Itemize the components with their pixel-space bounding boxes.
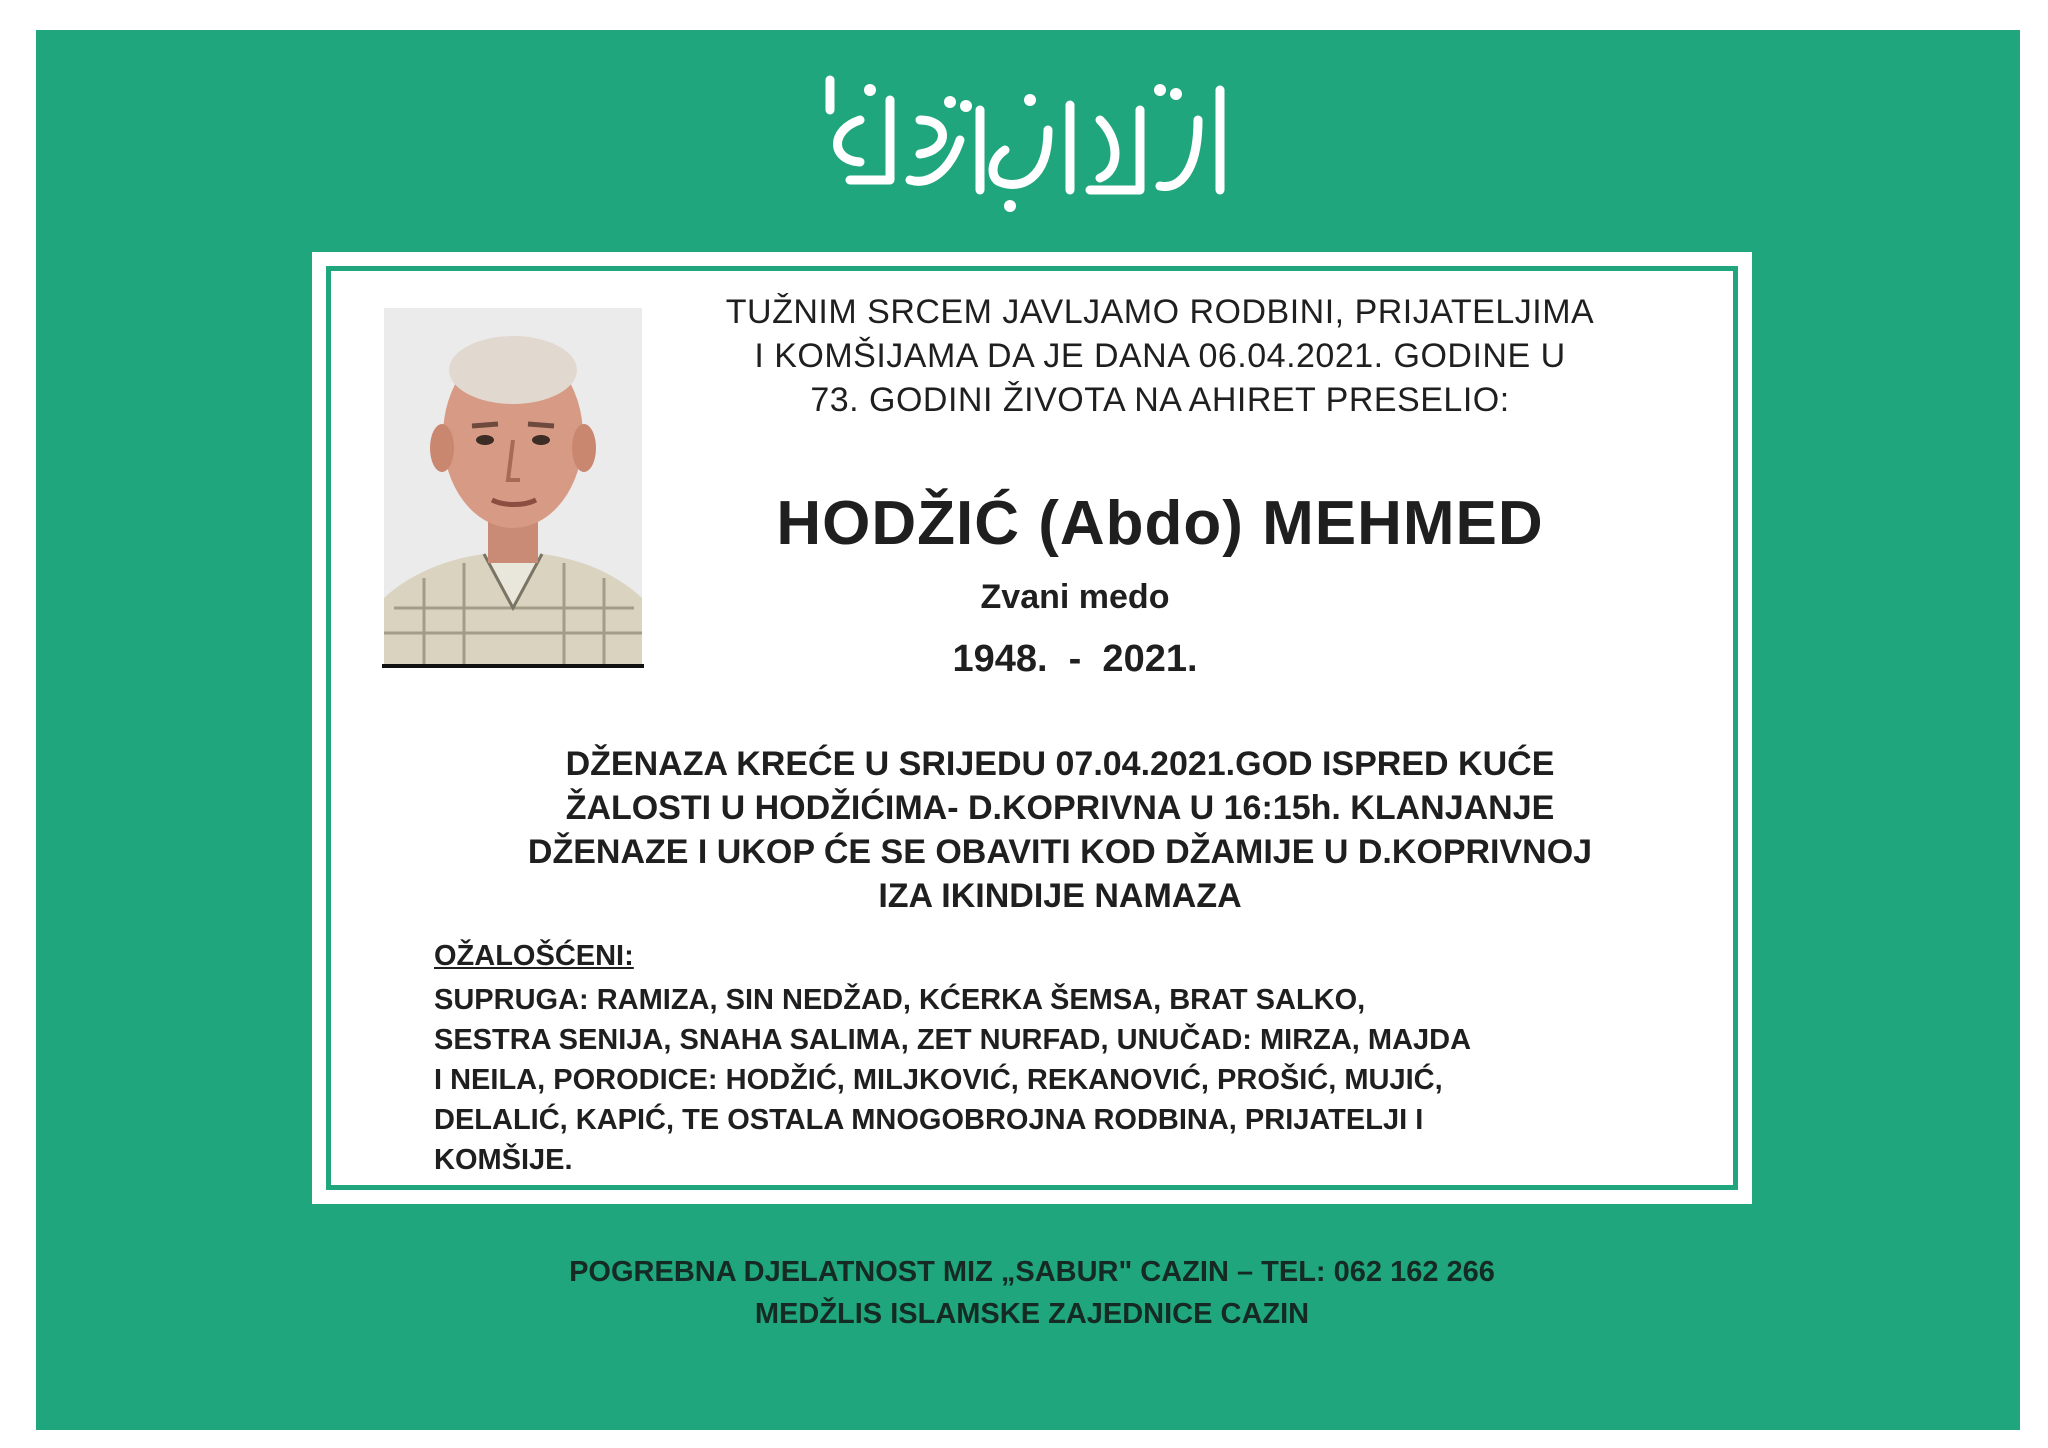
mourners-line-5: KOMŠIJE.	[434, 1144, 573, 1176]
footer-line-1: POGREBNA DJELATNOST MIZ „SABUR" CAZIN – TEL: 062 162 266	[569, 1256, 1495, 1288]
mourners-title: OŽALOŠĆENI:	[434, 940, 634, 972]
funeral-line-1: DŽENAZA KREĆE U SRIJEDU 07.04.2021.GOD ISPRED KUĆE	[565, 745, 1555, 783]
life-years: 1948. - 2021.	[952, 638, 1198, 680]
intro-line-1: TUŽNIM SRCEM JAVLJAMO RODBINI, PRIJATELJIMA	[725, 293, 1595, 331]
intro-line-3: 73. GODINI ŽIVOTA NA AHIRET PRESELIO:	[810, 381, 1510, 419]
mourners-line-1: SUPRUGA: RAMIZA, SIN NEDŽAD, KĆERKA ŠEMSA, BRAT SALKO,	[434, 984, 1366, 1016]
funeral-line-2: ŽALOSTI U HODŽIĆIMA- D.KOPRIVNA U 16:15h. KLANJANJE	[565, 789, 1555, 827]
mourners-line-4: DELALIĆ, KAPIĆ, TE OSTALA MNOGOBROJNA RODBINA, PRIJATELJI I	[434, 1104, 1424, 1136]
funeral-line-3: DŽENAZE I UKOP ĆE SE OBAVITI KOD DŽAMIJE U D.KOPRIVNOJ	[527, 833, 1593, 871]
deceased-name: HODŽIĆ (Abdo) MEHMED	[776, 489, 1544, 558]
mourners-line-2: SESTRA SENIJA, SNAHA SALIMA, ZET NURFAD, UNUČAD: MIRZA, MAJDA	[434, 1024, 1472, 1056]
intro-line-2: I KOMŠIJAMA DA JE DANA 06.04.2021. GODINE U	[754, 337, 1566, 375]
funeral-line-4: IZA IKINDIJE NAMAZA	[878, 877, 1242, 915]
footer-line-2: MEDŽLIS ISLAMSKE ZAJEDNICE CAZIN	[754, 1298, 1310, 1330]
portrait-photo	[384, 308, 642, 664]
deceased-nickname: Zvani medo	[980, 578, 1170, 616]
portrait-illustration	[384, 308, 642, 664]
arabic-calligraphy-header	[800, 50, 1240, 220]
mourners-line-3: I NEILA, PORODICE: HODŽIĆ, MILJKOVIĆ, REKANOVIĆ, PROŠIĆ, MUJIĆ,	[434, 1064, 1443, 1096]
photo-underline	[382, 664, 644, 668]
